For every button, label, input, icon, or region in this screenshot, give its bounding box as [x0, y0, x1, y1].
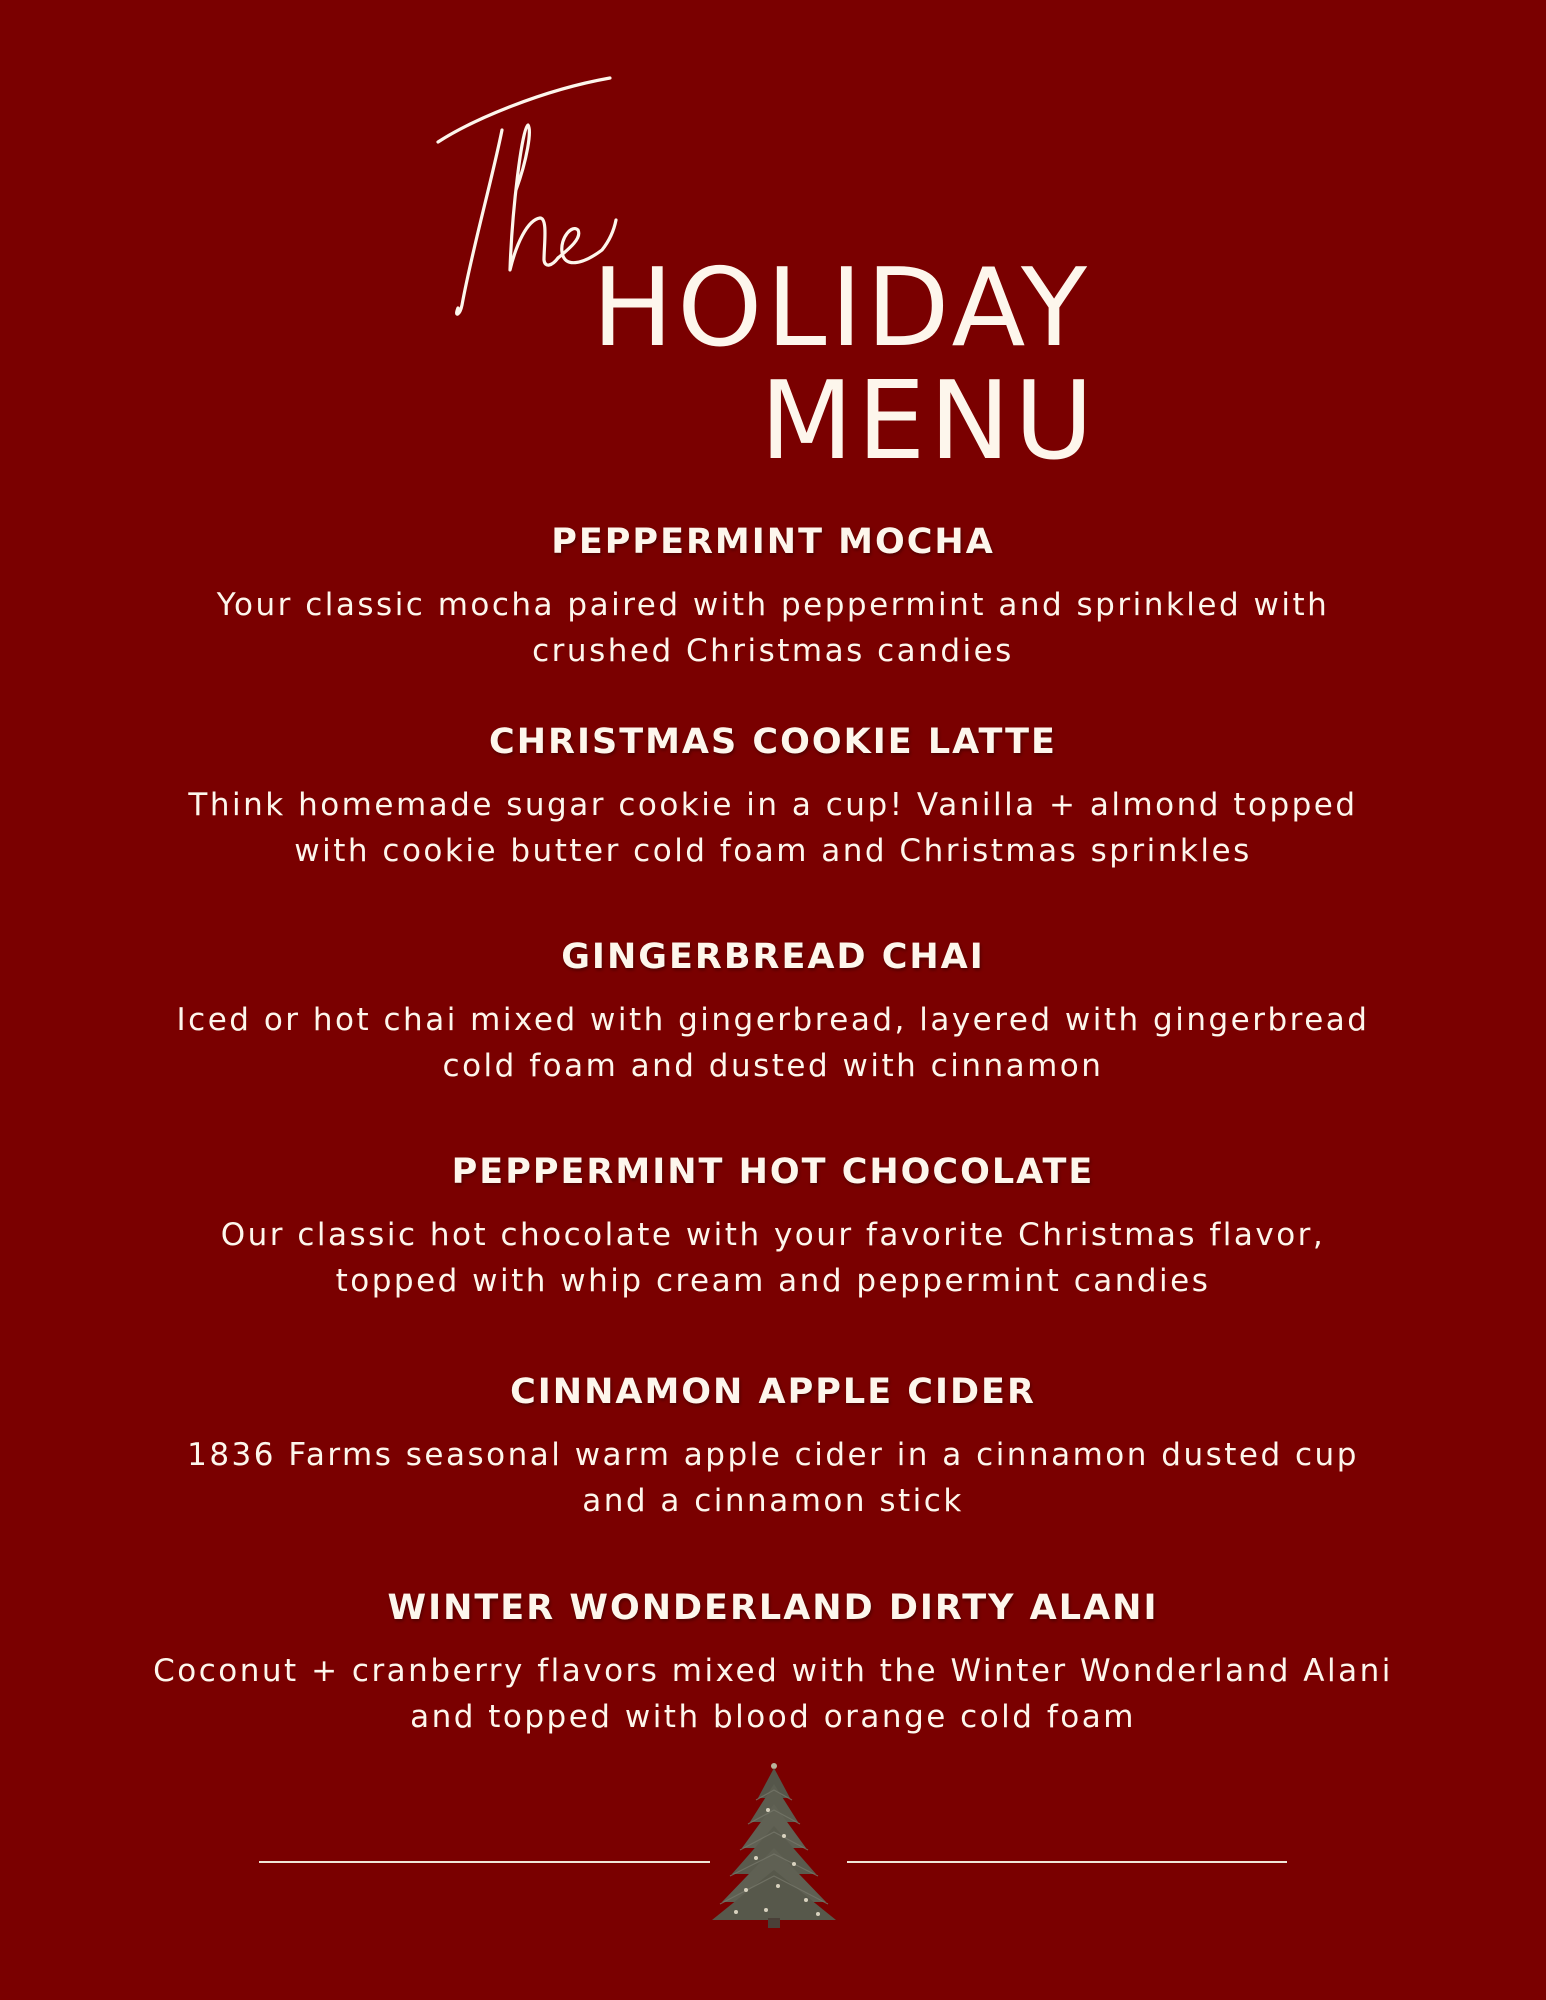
menu-item-name: GINGERBREAD CHAI [561, 937, 985, 977]
menu-item-name: WINTER WONDERLAND DIRTY ALANI [387, 1588, 1159, 1628]
menu-item [120, 937, 1426, 1089]
menu-item-description: Your classic mocha paired with peppermint and sprinkled with crushed Christmas candies [216, 587, 1330, 669]
menu-item-description: 1836 Farms seasonal warm apple cider in a cinnamon dusted cup and a cinnamon stick [187, 1437, 1359, 1519]
menu-item-name: CINNAMON APPLE CIDER [510, 1372, 1036, 1412]
menu-item-name: CHRISTMAS COOKIE LATTE [489, 722, 1057, 762]
menu-item [120, 522, 1426, 674]
menu-item [120, 1372, 1426, 1524]
menu-item [120, 722, 1426, 874]
menu-item [120, 1152, 1426, 1304]
menu-item-description: Our classic hot chocolate with your favorite Christmas flavor, topped with whip cream and peppermint candies [220, 1217, 1326, 1299]
divider-right [847, 1861, 1287, 1863]
title-holiday: HOLIDAY [592, 246, 1091, 371]
menu-item-description: Think homemade sugar cookie in a cup! Vanilla + almond topped with cookie butter cold foam and Christmas sprinkles [188, 787, 1358, 869]
christmas-tree-icon [706, 1760, 842, 1930]
divider-left [259, 1861, 710, 1863]
menu-item-name: PEPPERMINT MOCHA [551, 522, 995, 562]
menu-item-name: PEPPERMINT HOT CHOCOLATE [451, 1152, 1095, 1192]
menu-item-description: Coconut + cranberry flavors mixed with the Winter Wonderland Alani and topped with blood orange cold foam [153, 1653, 1393, 1735]
menu-item-description: Iced or hot chai mixed with gingerbread, layered with gingerbread cold foam and dusted with cinnamon [176, 1002, 1370, 1084]
title-menu: MENU [760, 359, 1098, 484]
menu-item [120, 1588, 1426, 1740]
